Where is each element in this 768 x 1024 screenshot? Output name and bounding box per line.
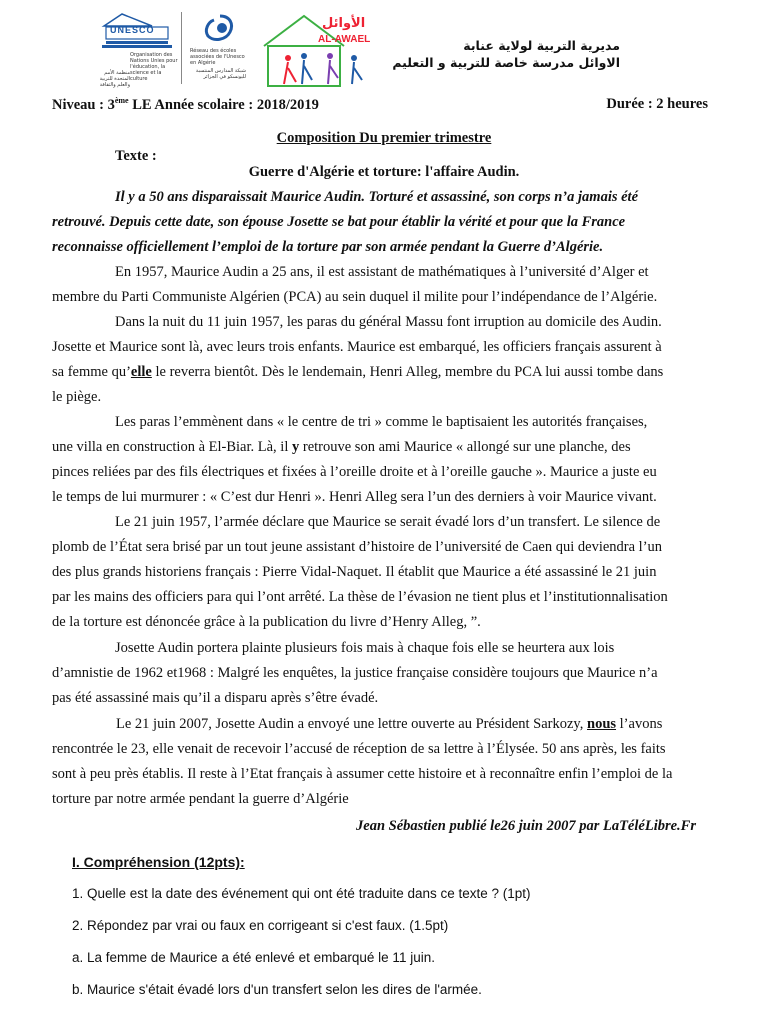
unesco-caption-ar: منظمة الأمم المتحدة للتربية والعلم والثقافة [99,70,130,88]
body-line [52,364,663,381]
unesco-logo [96,12,178,90]
niveau-prefix: Niveau : 3 [52,96,115,113]
network-emblem-icon [200,12,240,46]
body-line: plomb de l’État sera brisé par un tout jeune assistant d’histoire de l’université de Caen qui deviendra l’un [52,539,663,555]
text-run: retrouve son ami Maurice « allongé sur une planche, des [299,439,631,455]
body-line: Le 21 juin 1957, l’armée déclare que Maurice se serait évadé lors d’un transfert. Le silence de [115,514,661,530]
annee-scolaire: LE Année scolaire : 2018/2019 [128,96,319,113]
text-title: Guerre d'Algérie et torture: l'affaire Audin. [248,164,520,180]
body-line: pas été assassiné mais qu’il a disparu après s’être évadé. [52,690,379,706]
body-line: de la torture est dénoncée grâce à la publication du livre d’Henry Alleg, ”. [52,614,481,630]
underlined-word: elle [130,364,152,380]
question: 1. Quelle est la date des événement qui ont été traduite dans ce texte ? (1pt) [72,886,531,901]
body-line: sont à peu près établis. Il reste à l’Etat français à assumer cette histoire et à reconnaître enfin l’emploi de la [52,766,673,782]
body-line: membre du Parti Communiste Algérien (PCA) au sein duquel il milite pour l’indépendance de l’Algérie. [52,289,658,305]
unesco-wordmark: UNESCO [110,25,155,35]
niveau-sup: ème [114,96,129,105]
body-line: des plus grands historiens français : Pierre Vidal-Naquet. Il établit que Maurice a été assassiné le 21 juin [52,564,657,580]
underlined-word: nous [587,716,617,732]
body-line: par les mains des officiers para qui l’ont arrêté. La thèse de l’évasion ne tient plus et l’institutionnalisation [52,589,668,605]
network-caption-fr: Réseau des écoles associées de l'Unesco en Algérie [190,48,245,66]
directorate-arabic: مديرية التربية لولاية عنابة [463,38,620,53]
body-line: Josette Audin portera plainte plusieurs fois mais à chaque fois elle se heurtera aux lois [115,640,615,656]
question: a. La femme de Maurice a été enlevé et embarqué le 11 juin. [72,950,435,965]
composition-title: Composition Du premier trimestre [276,130,492,146]
body-line: d’amnistie de 1962 et1968 : Malgré les enquêtes, la justice française considère toujours que Maurice n’a [52,665,658,681]
text-run: le reverra bientôt. Dès le lendemain, Henri Alleg, membre du PCA lui aussi tombe dans [151,364,664,380]
awael-latin-name: AL-AWAEL [318,34,371,45]
unesco-caption-fr: Organisation des Nations Unies pour l'éducation, la science et la culture [130,52,178,82]
body-line [52,439,631,456]
network-caption-ar: شبكة المدارس المنتسبة لليونسكو في الجزائر [195,68,246,80]
text-run: sa femme qu’ [52,364,131,380]
body-line: Dans la nuit du 11 juin 1957, les paras du général Massu font irruption au domicile des Audin. [115,314,662,330]
text-run: l’avons [616,716,663,732]
network-logo [186,12,248,90]
body-line: Josette et Maurice sont là, avec leurs trois enfants. Maurice est embarqué, les officiers français assurent à [52,339,662,355]
niveau-annee [52,96,319,114]
text-run: Le 21 juin 2007, Josette Audin a envoyé une lettre ouverte au Président Sarkozy, [116,716,587,732]
intro-line: reconnaisse officiellement l’emploi de la torture par son armée pendant la Guerre d’Algérie. [52,239,604,255]
awael-logo [258,12,382,90]
intro-line: retrouvé. Depuis cette date, son épouse Josette se bat pour établir la vérité et pour que la France [52,214,626,230]
body-line: Les paras l’emmènent dans « le centre de tri » comme le baptisaient les autorités françaises, [115,414,648,430]
body-line [116,716,662,733]
source-credit: Jean Sébastien publié le26 juin 2007 par LaTéléLibre.Fr [356,818,696,834]
body-line: rencontrée le 23, elle venait de recevoir l’accusé de réception de sa lettre à l’Élysée. 50 ans après, les faits [52,741,666,757]
body-line: le piège. [52,389,102,405]
question: 2. Répondez par vrai ou faux en corrigeant si c'est faux. (1.5pt) [72,918,449,933]
body-line: En 1957, Maurice Audin a 25 ans, il est assistant de mathématiques à l’université d’Alger et [115,264,649,280]
awael-arabic-name: الأوائل [322,16,366,31]
text-run: une villa en construction à El-Biar. Là, il [52,439,292,455]
body-line: le temps de lui murmurer : « C’est dur Henri ». Henri Alleg sera l’un des derniers à voir Maurice vivant. [52,489,657,505]
school-arabic: الاوائل مدرسة خاصة للتربية و التعليم [392,55,620,70]
intro-line: Il y a 50 ans disparaissait Maurice Audin. Torturé et assassiné, son corps n’a jamais été [115,189,639,205]
body-line: pinces reliées par des fils électriques et fixées à l’oreille droite et à l’oreille gauche ». Maurice a juste eu [52,464,657,480]
question: b. Maurice s'était évadé lors d'un transfert selon les dires de l'armée. [72,982,482,997]
body-line: torture par notre armée pendant la guerre d’Algérie [52,791,349,807]
logo-divider [181,12,182,84]
bold-word: y [292,439,300,455]
comprehension-heading: I. Compréhension (12pts): [72,854,245,870]
duree: Durée : 2 heures [606,96,708,112]
texte-label: Texte : [115,148,157,164]
